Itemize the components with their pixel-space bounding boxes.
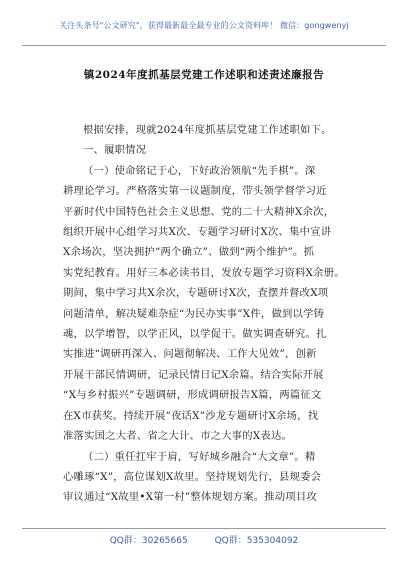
- footer-divider: [22, 528, 386, 529]
- body-line: （二）重任扛牢于肩，写好城乡融合“大文章”。精: [83, 450, 316, 463]
- body-line: （一）使命铭记于心，下好政治领航“先手棋”。深: [83, 164, 316, 177]
- body-line: 实党纪教育。用好三本必读书目，发放专题学习资料X余册。: [63, 266, 345, 279]
- body-line: 期间，集中学习共X余次，专题研讨X次，査摆并督改X项: [63, 287, 329, 300]
- footer: [0, 533, 408, 546]
- footer-qq-group-2: QQ群：535304092: [214, 536, 299, 546]
- body-line: 开展干部民情调研，记录民情日记X余篇。结合实际开展: [63, 368, 324, 381]
- body-line: 在X市获奖。持续开展“夜话X”沙龙专题研讨X余场，找: [63, 409, 319, 422]
- document-body: [63, 120, 353, 508]
- body-line: 根据安排，现就2024年度抓基层党建工作述职如下。: [83, 124, 332, 136]
- body-line: 魂，以学增智，以学正风，以学促干。做实调查研究。扎: [63, 328, 327, 341]
- document-title: 镇2024年度抓基层党建工作述职和述责述廉报告: [83, 69, 325, 81]
- footer-qq-group-1: QQ群：30265665: [109, 536, 188, 546]
- body-line: 准落实国之大者、省之大计、市之大事的X表达。: [63, 430, 293, 443]
- body-line: 实推进“调研再深入、问题彻解决、工作大见效”，创新: [63, 348, 317, 361]
- body-line: 问题清单，解决疑难杂症“为民办实事”X件，做到以学铸: [63, 307, 325, 320]
- body-line: X余场次，坚决拥护“两个确立”、做到“两个维护”。抓: [63, 246, 315, 259]
- body-line: 耕理论学习。严格落实第一议题制度，带头领学督学习近: [63, 185, 327, 198]
- body-line: “X与乡村振兴”专题调研，形成调研报告X篇，两篇征文: [63, 389, 322, 402]
- body-line: 组织开展中心组学习共X次、专题学习研讨X次、集中宣讲: [63, 226, 332, 239]
- section-heading: 一、履职情况: [83, 144, 147, 157]
- body-line: 心雕琢“X”，高位谋划X故里。坚持规划先行，县规委会: [63, 470, 322, 483]
- header-divider: [22, 45, 386, 46]
- body-line: 平新时代中国特色社会主义思想、党的二十大精神X余次，: [63, 205, 335, 218]
- header-banner: 关注头条号"公文研究"，获得最新最全最专业的公文资料库！ 微信：gongwenyj: [59, 21, 349, 30]
- body-line: 审议通过“X故里•X第一村”整体规划方案。推动项目攻: [63, 491, 317, 504]
